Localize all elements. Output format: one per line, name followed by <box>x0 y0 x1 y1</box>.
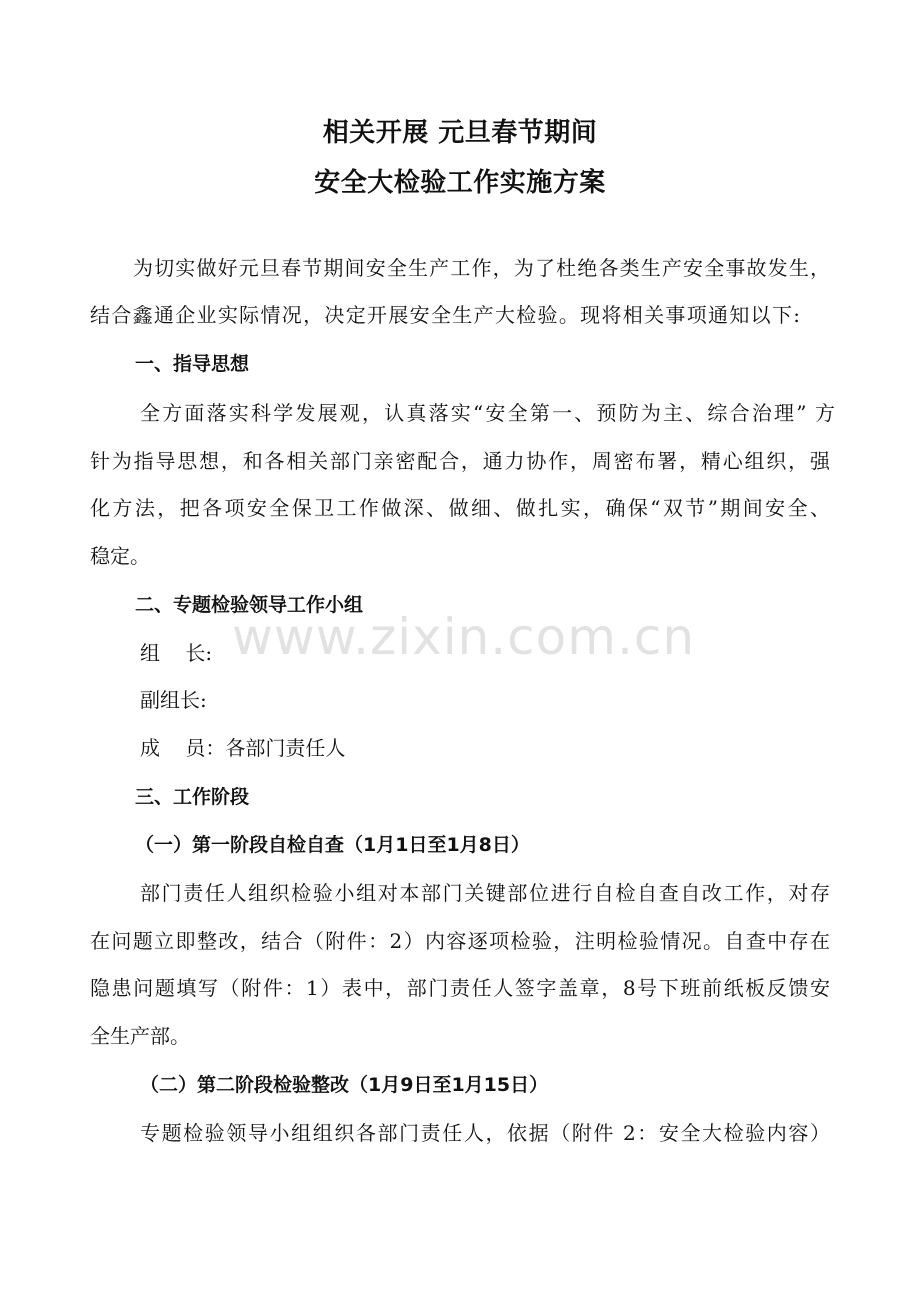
members-line: 成 员：各部门责任人 <box>140 736 346 760</box>
document-title-line-2: 安全大检验工作实施方案 <box>314 168 606 198</box>
stage-2-line-1: 专题检验领导小组组织各部门责任人，依据（附件 2：安全大检验内容） <box>140 1121 830 1145</box>
section-2-heading: 二、专题检验领导工作小组 <box>135 594 364 616</box>
section-1-line-4: 稳定。 <box>90 544 150 568</box>
group-leader-label: 组 长: <box>140 641 213 665</box>
section-1-heading: 一、指导思想 <box>135 353 250 375</box>
stage-1-line-2: 在问题立即整改，结合（附件：2）内容逐项检验，注明检验情况。自查中存在 <box>90 929 830 953</box>
stage-2-heading: （二）第二阶段检验整改（1月9日至1月15日） <box>140 1074 549 1096</box>
watermark-text: www.zixin.com.cn <box>232 608 696 666</box>
stage-1-line-4: 全生产部。 <box>90 1024 190 1048</box>
stage-1-line-3: 隐患问题填写（附件：1）表中，部门责任人签字盖章，8号下班前纸板反馈安 <box>90 976 830 1000</box>
document-title-line-1: 相关开展 元旦春节期间 <box>322 118 598 148</box>
intro-line-1: 为切实做好元旦春节期间安全生产工作，为了杜绝各类生产安全事故发生， <box>133 256 830 280</box>
stage-1-heading: （一）第一阶段自检自查（1月1日至1月8日） <box>135 834 530 856</box>
vice-leader-label: 副组长: <box>140 688 207 712</box>
section-1-line-1: 全方面落实科学发展观，认真落实“安全第一、预防为主、综合治理” 方 <box>140 401 835 425</box>
section-3-heading: 三、工作阶段 <box>135 786 250 808</box>
stage-1-line-1: 部门责任人组织检验小组对本部门关键部位进行自检自查自改工作，对存 <box>140 881 830 905</box>
section-1-line-3: 化方法，把各项安全保卫工作做深、做细、做扎实，确保“双节”期间安全、 <box>90 496 830 520</box>
section-1-line-2: 针为指导思想，和各相关部门亲密配合，通力协作，周密布署，精心组织，强 <box>90 449 830 473</box>
intro-line-2: 结合鑫通企业实际情况，决定开展安全生产大检验。现将相关事项通知以下: <box>90 303 800 327</box>
